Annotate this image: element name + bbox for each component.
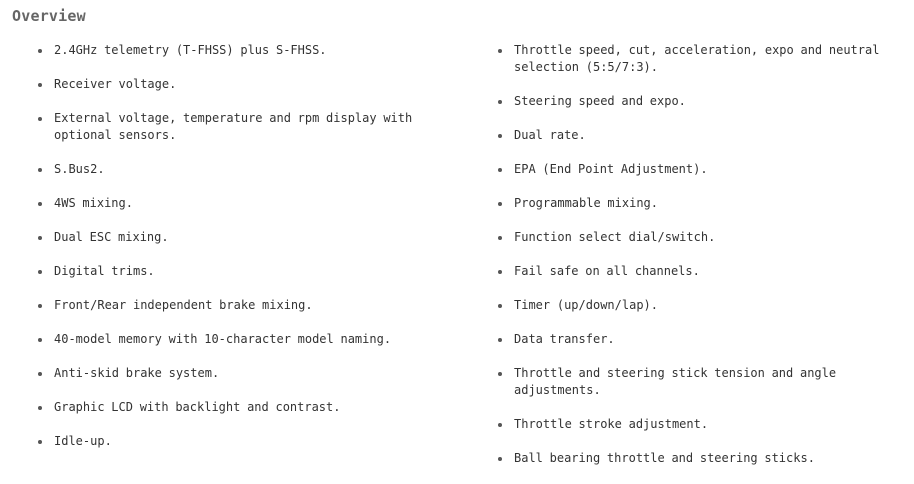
list-item bbox=[498, 450, 898, 467]
list-item bbox=[498, 263, 898, 280]
list-item-text: Digital trims. bbox=[54, 264, 155, 278]
list-item bbox=[38, 229, 438, 246]
list-item-text: External voltage, temperature and rpm display with optional sensors. bbox=[54, 111, 413, 142]
list-item bbox=[498, 297, 898, 314]
list-item-text: Graphic LCD with backlight and contrast. bbox=[54, 400, 341, 414]
list-item bbox=[498, 93, 898, 110]
bullet-icon bbox=[498, 134, 502, 138]
bullet-icon bbox=[498, 168, 502, 172]
bullet-icon bbox=[498, 372, 502, 376]
list-item-text: EPA (End Point Adjustment). bbox=[514, 162, 708, 176]
feature-list-right bbox=[498, 42, 898, 484]
list-item-text: Throttle stroke adjustment. bbox=[514, 417, 709, 431]
list-item-text: Dual rate. bbox=[514, 128, 586, 142]
list-item-text: Front/Rear independent brake mixing. bbox=[54, 298, 313, 312]
bullet-icon bbox=[498, 457, 502, 461]
bullet-icon bbox=[498, 49, 502, 53]
list-item bbox=[498, 365, 898, 399]
bullet-icon bbox=[498, 423, 502, 427]
list-item bbox=[38, 365, 438, 382]
list-item bbox=[38, 195, 438, 212]
list-item bbox=[38, 433, 438, 450]
bullet-icon bbox=[498, 304, 502, 308]
list-item bbox=[38, 399, 438, 416]
bullet-icon bbox=[38, 236, 42, 240]
list-item-text: Idle-up. bbox=[54, 434, 112, 448]
feature-list-left bbox=[38, 42, 438, 467]
list-item-text: Throttle and steering stick tension and angle adjustments. bbox=[514, 366, 837, 397]
bullet-icon bbox=[38, 49, 42, 53]
bullet-icon bbox=[498, 236, 502, 240]
overview-heading: Overview bbox=[12, 7, 86, 25]
bullet-icon bbox=[38, 372, 42, 376]
list-item bbox=[38, 263, 438, 280]
list-item-text: Timer (up/down/lap). bbox=[514, 298, 658, 312]
list-item-text: Fail safe on all channels. bbox=[514, 264, 700, 278]
list-item bbox=[498, 416, 898, 433]
bullet-icon bbox=[498, 100, 502, 104]
list-item-text: Anti-skid brake system. bbox=[54, 366, 220, 380]
list-item-text: Ball bearing throttle and steering sticks. bbox=[514, 451, 815, 465]
bullet-icon bbox=[498, 338, 502, 342]
list-item-text: Steering speed and expo. bbox=[514, 94, 686, 108]
bullet-icon bbox=[498, 202, 502, 206]
list-item bbox=[38, 161, 438, 178]
bullet-icon bbox=[38, 270, 42, 274]
list-item-text: Function select dial/switch. bbox=[514, 230, 716, 244]
bullet-icon bbox=[38, 406, 42, 410]
list-item bbox=[498, 127, 898, 144]
list-item bbox=[498, 331, 898, 348]
bullet-icon bbox=[38, 83, 42, 87]
bullet-icon bbox=[38, 117, 42, 121]
bullet-icon bbox=[38, 338, 42, 342]
list-item-text: Dual ESC mixing. bbox=[54, 230, 169, 244]
list-item bbox=[38, 297, 438, 314]
list-item bbox=[498, 195, 898, 212]
list-item bbox=[498, 161, 898, 178]
bullet-icon bbox=[38, 440, 42, 444]
list-item bbox=[38, 331, 438, 348]
list-item bbox=[38, 76, 438, 93]
bullet-icon bbox=[38, 168, 42, 172]
list-item-text: 4WS mixing. bbox=[54, 196, 133, 210]
bullet-icon bbox=[38, 202, 42, 206]
list-item-text: 40-model memory with 10-character model naming. bbox=[54, 332, 392, 346]
list-item-text: Data transfer. bbox=[514, 332, 615, 346]
bullet-icon bbox=[498, 270, 502, 274]
list-item-text: 2.4GHz telemetry (T-FHSS) plus S-FHSS. bbox=[54, 43, 327, 57]
list-item-text: Receiver voltage. bbox=[54, 77, 177, 91]
bullet-icon bbox=[38, 304, 42, 308]
list-item bbox=[498, 42, 898, 76]
list-item-text: Throttle speed, cut, acceleration, expo and neutral selection (5:5/7:3). bbox=[514, 43, 880, 74]
list-item bbox=[38, 110, 438, 144]
list-item-text: Programmable mixing. bbox=[514, 196, 658, 210]
list-item bbox=[38, 42, 438, 59]
list-item-text: S.Bus2. bbox=[54, 162, 105, 176]
list-item bbox=[498, 229, 898, 246]
